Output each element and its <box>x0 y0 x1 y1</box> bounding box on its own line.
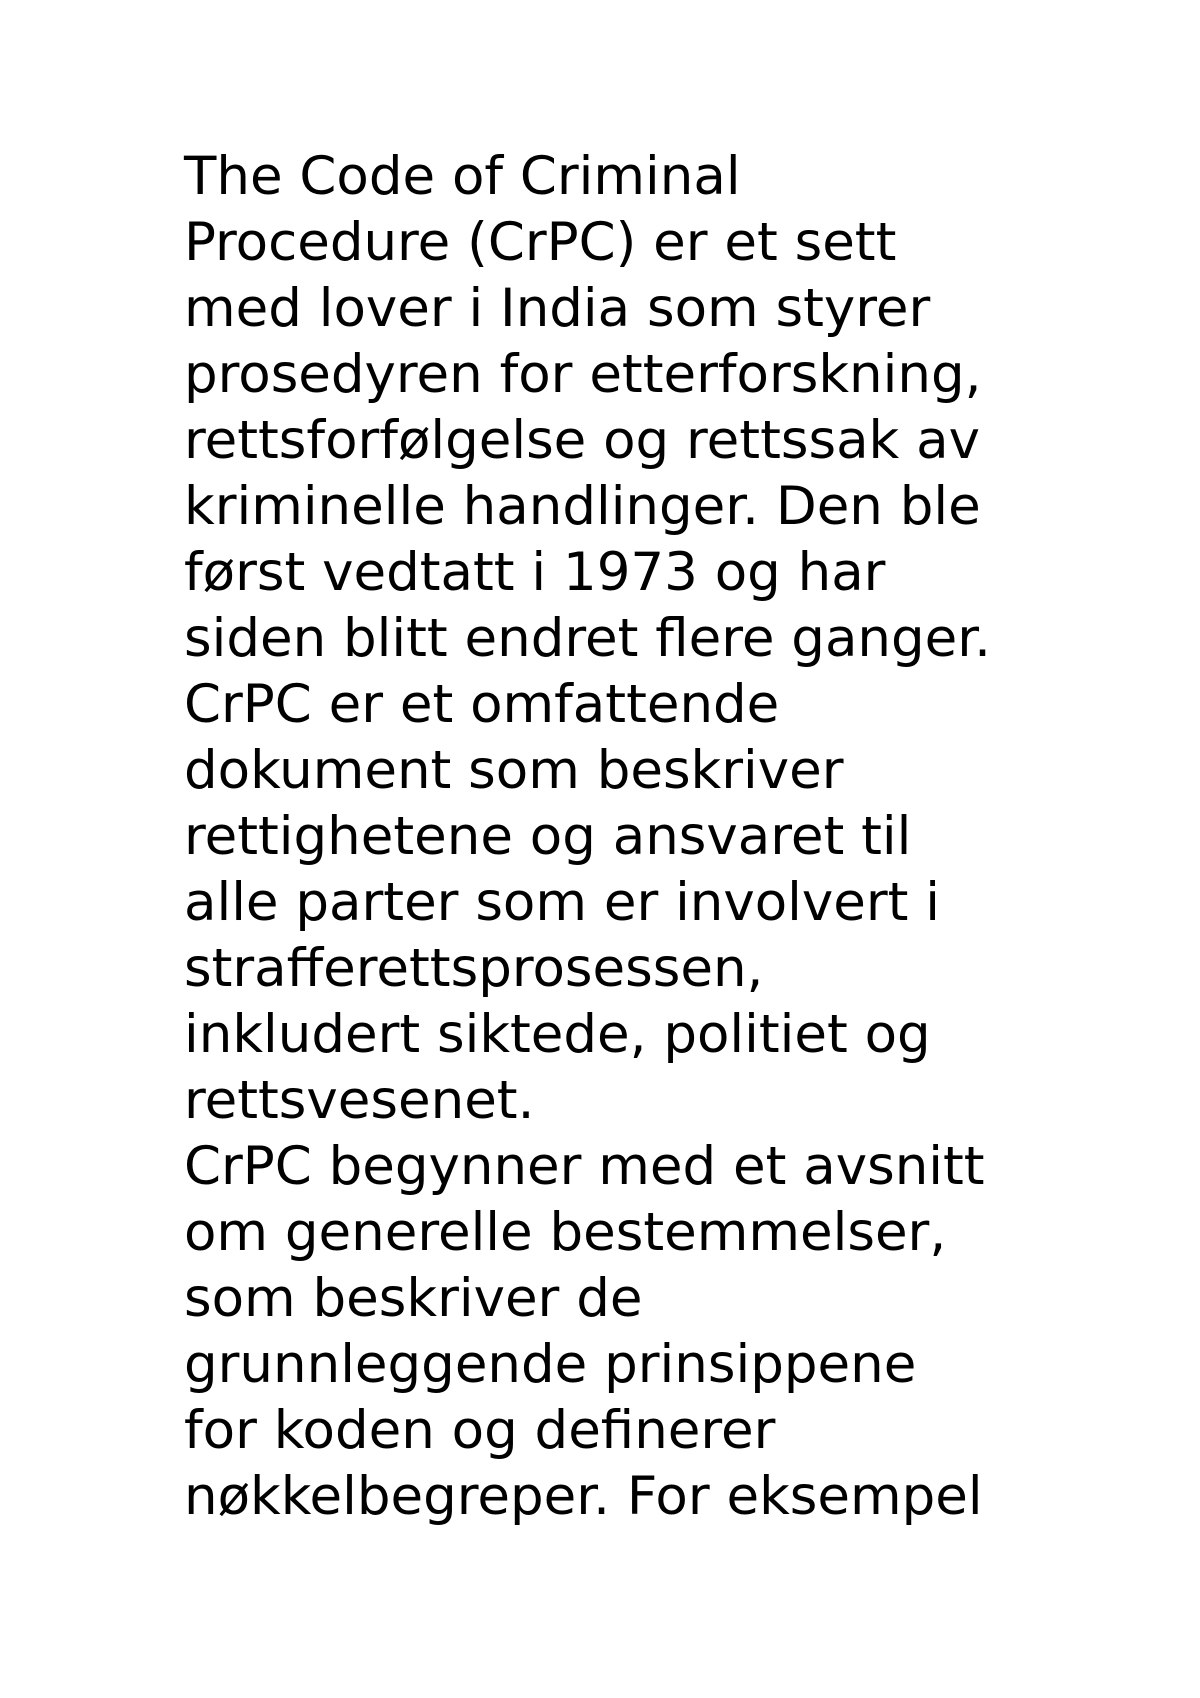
text-line: dokument som beskriver <box>184 740 844 801</box>
text-line: CrPC er et omfattende <box>184 674 780 735</box>
text-line: rettsforfølgelse og rettssak av <box>184 410 980 471</box>
text-line: CrPC begynner med et avsnitt <box>184 1136 985 1197</box>
text-line: Procedure (CrPC) er et sett <box>184 212 897 273</box>
body-text <box>184 144 1084 1530</box>
text-line: med lover i India som styrer <box>184 278 931 339</box>
text-line: prosedyren for etterforskning, <box>184 344 982 405</box>
text-line: først vedtatt i 1973 og har <box>184 542 886 603</box>
text-line: inkludert siktede, politiet og <box>184 1004 931 1065</box>
text-line: The Code of Criminal <box>184 146 741 207</box>
text-line: om generelle bestemmelser, <box>184 1202 947 1263</box>
text-line: rettsvesenet. <box>184 1070 535 1131</box>
text-line: grunnleggende prinsippene <box>184 1334 917 1395</box>
text-line: nøkkelbegreper. For eksempel <box>184 1466 983 1527</box>
text-line: for koden og definerer <box>184 1400 776 1461</box>
text-line: kriminelle handlinger. Den ble <box>184 476 981 537</box>
text-line: siden blitt endret flere ganger. <box>184 608 992 669</box>
text-line: som beskriver de <box>184 1268 643 1329</box>
text-line: alle parter som er involvert i <box>184 872 941 933</box>
text-line: rettighetene og ansvaret til <box>184 806 912 867</box>
text-line: strafferettsprosessen, <box>184 938 764 999</box>
